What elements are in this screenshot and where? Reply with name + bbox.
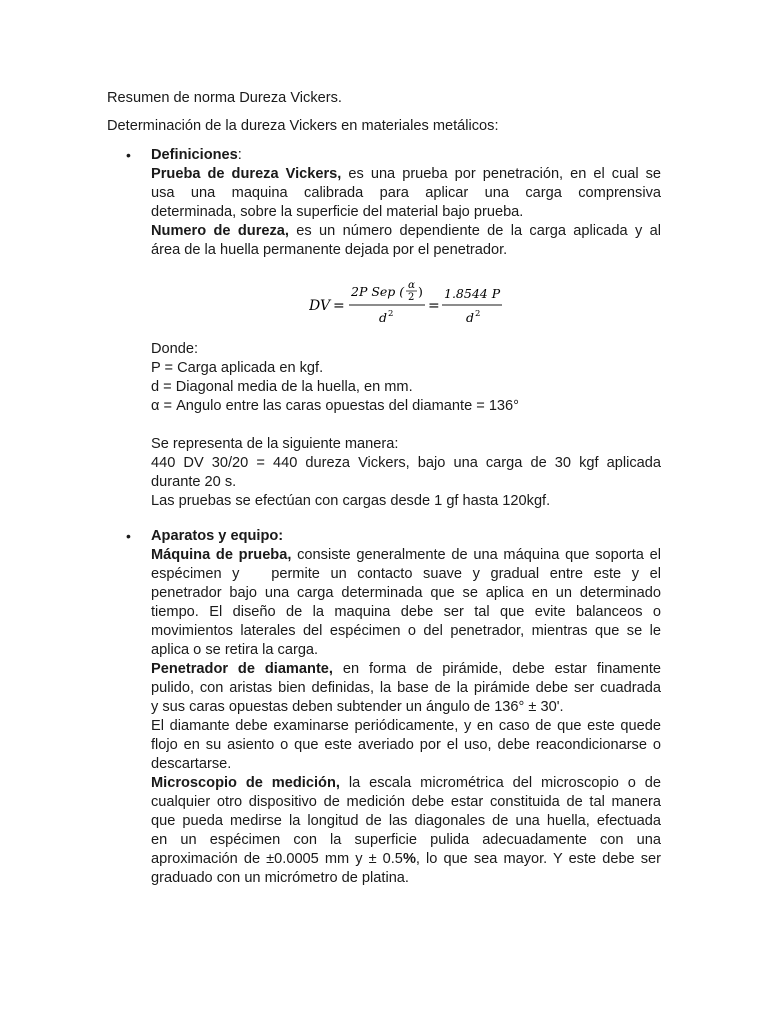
bullet-aparatos: • bbox=[126, 528, 131, 544]
representation-intro: Se representa de la siguiente manera: bbox=[151, 436, 399, 452]
section-definiciones bbox=[151, 146, 661, 260]
section-heading: Definiciones: bbox=[151, 147, 242, 163]
paragraph-line: usa una maquina calibrada para aplicar una carga comprensiva bbox=[151, 185, 661, 201]
paragraph-line: y sus caras opuestas deben subtender un ángulo de 136° ± 30'. bbox=[151, 699, 564, 715]
variable-p: P = Carga aplicada en kgf. bbox=[151, 360, 324, 376]
paragraph-line: determinada, sobre la superficie del material bajo prueba. bbox=[151, 204, 524, 220]
paragraph-line: Máquina de prueba, consiste generalmente de una máquina que soporta el bbox=[151, 547, 661, 563]
formula-lhs: DV bbox=[309, 298, 331, 314]
formula-equals-2: = bbox=[428, 298, 440, 314]
representation-line: durante 20 s. bbox=[151, 474, 237, 490]
paragraph-line: en un espécimen con la superficie pulida adecuadamente con una bbox=[151, 832, 661, 848]
variable-alpha: α = Angulo entre las caras opuestas del diamante = 136° bbox=[151, 398, 520, 414]
representation-line: Las pruebas se efectúan con cargas desde 1 gf hasta 120kgf. bbox=[151, 493, 551, 509]
paragraph-line: flojo en su asiento o que este averiado por el uso, debe reacondicionarse o bbox=[151, 737, 661, 753]
section-aparatos bbox=[151, 527, 661, 888]
formula-numerator-2: 1.8544 P bbox=[444, 286, 501, 301]
document-title: Resumen de norma Dureza Vickers. bbox=[107, 90, 342, 106]
formula-equals: = bbox=[333, 298, 345, 314]
paragraph-line: El diamante debe examinarse periódicamente, y en caso de que este quede bbox=[151, 718, 661, 734]
paragraph-line: Microscopio de medición, la escala micrométrica del microscopio o de bbox=[151, 775, 661, 791]
document-subtitle: Determinación de la dureza Vickers en materiales metálicos: bbox=[107, 118, 499, 134]
paragraph-line: que pueda medirse la longitud de las diagonales de una huella, efectuada bbox=[151, 813, 661, 829]
paragraph-line: tiempo. El diseño de la maquina debe ser tal que evite balanceos o bbox=[151, 604, 661, 620]
formula-denominator-1: d bbox=[379, 310, 388, 325]
variable-d: d = Diagonal media de la huella, en mm. bbox=[151, 379, 413, 395]
paragraph-line: Penetrador de diamante, en forma de pirámide, debe estar finamente bbox=[151, 661, 661, 677]
formula-two: 2 bbox=[408, 292, 415, 303]
section-heading: Aparatos y equipo: bbox=[151, 528, 284, 544]
paragraph-line: penetrador bajo una carga determinada que se aplica en un determinado bbox=[151, 585, 661, 601]
paragraph-line: pulido, con aristas bien definidas, la base de la pirámide debe ser cuadrada bbox=[151, 680, 661, 696]
formula-exponent-1: 2 bbox=[388, 309, 394, 319]
paragraph-line: aplica o se retira la carga. bbox=[151, 642, 319, 658]
paragraph-line: área de la huella permanente dejada por el penetrador. bbox=[151, 242, 508, 258]
paragraph-line: Prueba de dureza Vickers, es una prueba por penetración, en el cual se bbox=[151, 166, 661, 182]
paragraph-line: movimientos laterales del espécimen o del penetrador, mientras que se le bbox=[151, 623, 661, 639]
formula-numerator-1: 2P Sep ( bbox=[351, 284, 405, 299]
formula-alpha: α bbox=[408, 279, 416, 291]
paragraph-line: graduado con un micrómetro de platina. bbox=[151, 870, 409, 886]
donde-label: Donde: bbox=[151, 341, 199, 357]
section-donde bbox=[151, 340, 661, 511]
formula-svg bbox=[309, 276, 509, 326]
paragraph-line: descartarse. bbox=[151, 756, 232, 772]
formula-exponent-2: 2 bbox=[475, 309, 481, 319]
representation-line: 440 DV 30/20 = 440 dureza Vickers, bajo una carga de 30 kgf aplicada bbox=[151, 455, 661, 471]
paragraph-line: espécimen y permite un contacto suave y gradual entre este y el bbox=[151, 566, 661, 582]
paragraph-line: cualquier otro dispositivo de medición debe estar constituida de tal manera bbox=[151, 794, 661, 810]
paragraph-line: Numero de dureza, es un número dependiente de la carga aplicada y al bbox=[151, 223, 661, 239]
paragraph-line: aproximación de ±0.0005 mm y ± 0.5%, lo que sea mayor. Y este debe ser bbox=[151, 851, 661, 867]
bullet-definiciones: • bbox=[126, 147, 131, 163]
formula-denominator-2: d bbox=[466, 310, 475, 325]
formula-paren-close: ) bbox=[418, 284, 423, 299]
vickers-formula bbox=[309, 276, 509, 326]
